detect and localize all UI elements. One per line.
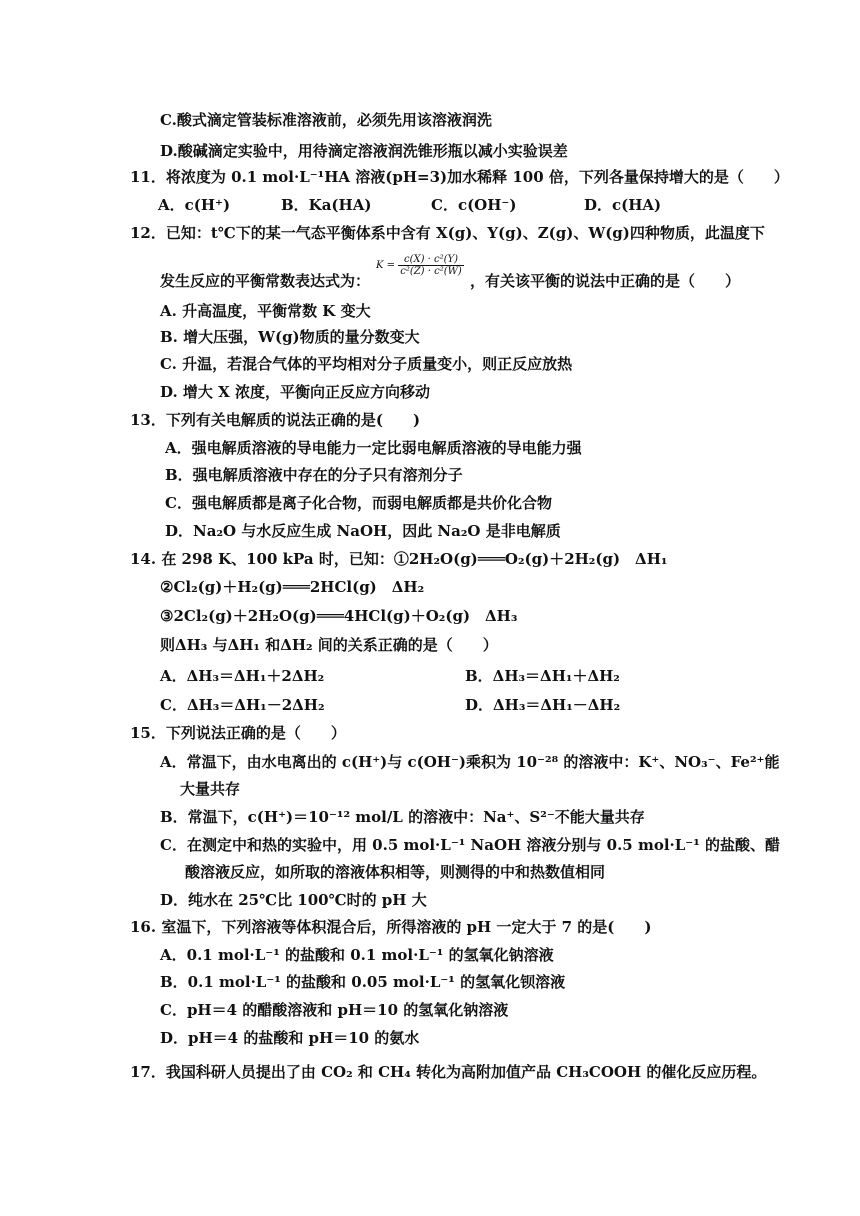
q14-question: 则ΔH₃ 与ΔH₁ 和ΔH₂ 间的关系正确的是（ ） [160,636,498,654]
q11-option-d: D．c(HA) [584,196,662,214]
q15-option-c-cont: 酸溶液反应，如所取的溶液体积相等，则测得的中和热数值相同 [185,863,606,881]
q11-option-a: A．c(H⁺) [158,196,231,214]
q16-option-b: B．0.1 mol·L⁻¹ 的盐酸和 0.05 mol·L⁻¹ 的氢氧化钡溶液 [160,973,566,991]
q13-stem: 13．下列有关电解质的说法正确的是( ) [130,411,421,429]
formula-lhs: K = [376,260,396,271]
q16-option-a: A．0.1 mol·L⁻¹ 的盐酸和 0.1 mol·L⁻¹ 的氢氧化钠溶液 [160,946,554,964]
q15-option-d: D．纯水在 25℃比 100℃时的 pH 大 [160,891,427,909]
formula-fraction [398,254,464,277]
q16-stem: 16. 室温下，下列溶液等体积混合后，所得溶液的 pH 一定大于 7 的是( ) [130,918,652,936]
q15-option-a-cont: 大量共存 [180,780,241,798]
q14-option-d: D．ΔH₃＝ΔH₁－ΔH₂ [465,696,621,714]
q14-reaction-2: ②Cl₂(g)＋H₂(g)═══2HCl(g) ΔH₂ [160,578,425,596]
q14-option-a: A．ΔH₃＝ΔH₁＋2ΔH₂ [160,667,325,685]
q12-stem-cont-b: ，有关该平衡的说法中正确的是（ ） [470,272,741,290]
q15-option-c: C．在测定中和热的实验中，用 0.5 mol·L⁻¹ NaOH 溶液分别与 0.5 mol·L⁻¹ 的盐酸、醋 [160,836,781,854]
q14-reaction-3: ③2Cl₂(g)＋2H₂O(g)═══4HCl(g)＋O₂(g) ΔH₃ [160,607,518,625]
q11-option-b: B．Ka(HA) [281,196,372,214]
q16-option-c: C．pH＝4 的醋酸溶液和 pH＝10 的氢氧化钠溶液 [160,1001,509,1019]
formula-denominator: c²(Z) · c²(W) [400,266,462,277]
q12-stem: 12．已知：t℃下的某一气态平衡体系中含有 X(g)、Y(g)、Z(g)、W(g)四种物质，此温度下 [130,224,765,242]
q15-option-a: A．常温下，由水电离出的 c(H⁺)与 c(OH⁻)乘积为 10⁻²⁸ 的溶液中：K⁺、NO₃⁻、Fe²⁺能 [160,753,780,771]
q13-option-a: A．强电解质溶液的导电能力一定比弱电解质溶液的导电能力强 [165,439,582,457]
q12-stem-cont-a: 发生反应的平衡常数表达式为： [160,272,371,290]
formula-numerator: c(X) · c²(Y) [398,254,464,266]
q13-option-c: C．强电解质都是离子化合物，而弱电解质都是共价化合物 [165,494,552,512]
q12-option-b: B. 增大压强，W(g)物质的量分数变大 [160,328,420,346]
q11-stem: 11．将浓度为 0.1 mol·L⁻¹HA 溶液(pH=3)加水稀释 100 倍，下列各量保持增大的是（ ） [130,168,789,186]
q16-option-d: D．pH＝4 的盐酸和 pH＝10 的氨水 [160,1029,420,1047]
q14-option-c: C．ΔH₃＝ΔH₁－2ΔH₂ [160,696,325,714]
q10-option-c: C.酸式滴定管装标准溶液前，必须先用该溶液润洗 [160,111,492,129]
q14-stem: 14. 在 298 K、100 kPa 时，已知：①2H₂O(g)═══O₂(g)＋2H₂(g) ΔH₁ [130,550,668,568]
q12-option-d: D. 增大 X 浓度，平衡向正反应方向移动 [160,383,431,401]
q15-stem: 15．下列说法正确的是（ ） [130,724,346,742]
q10-option-d: D.酸碱滴定实验中，用待滴定溶液润洗锥形瓶以减小实验误差 [160,142,568,160]
q15-option-b: B．常温下，c(H⁺)＝10⁻¹² mol/L 的溶液中：Na⁺、S²⁻不能大量共存 [160,808,645,826]
equilibrium-constant-formula [376,254,464,277]
q17-stem: 17．我国科研人员提出了由 CO₂ 和 CH₄ 转化为高附加值产品 CH₃COOH 的催化反应历程。 [130,1063,767,1081]
q12-option-a: A. 升高温度，平衡常数 K 变大 [160,302,371,320]
q12-option-c: C. 升温，若混合气体的平均相对分子质量变小，则正反应放热 [160,355,573,373]
q13-option-d: D．Na₂O 与水反应生成 NaOH，因此 Na₂O 是非电解质 [165,522,561,540]
q14-option-b: B．ΔH₃＝ΔH₁＋ΔH₂ [465,667,620,685]
q11-options [158,194,661,216]
q11-option-c: C．c(OH⁻) [431,196,517,214]
q13-option-b: B．强电解质溶液中存在的分子只有溶剂分子 [165,466,463,484]
